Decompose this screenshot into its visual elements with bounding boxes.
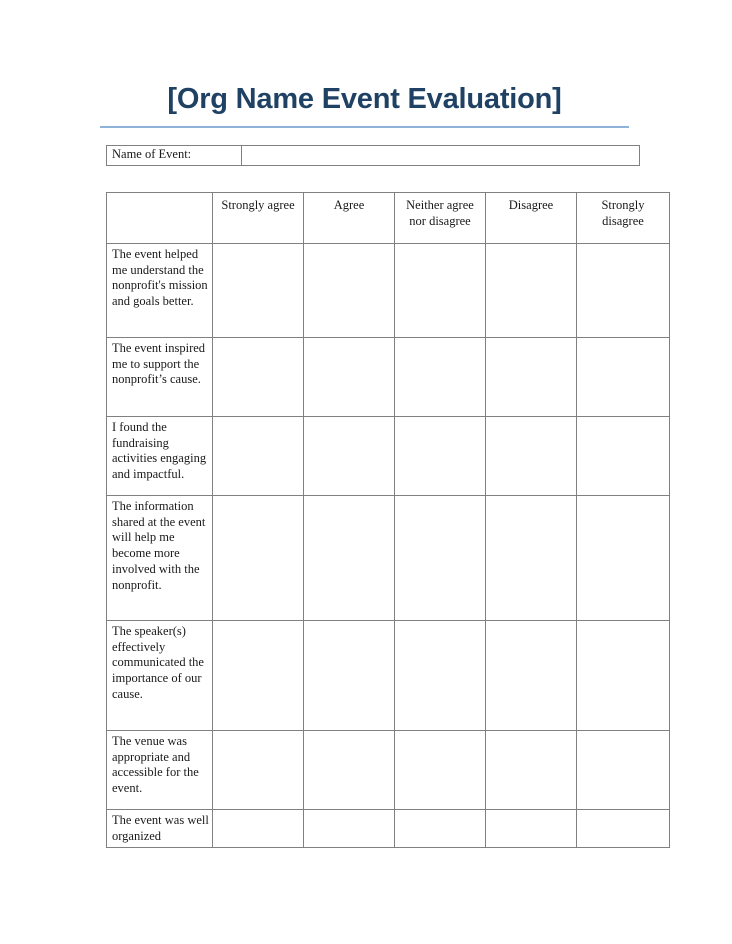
answer-cell-agree[interactable] [304, 496, 395, 621]
statement-text: The event was well organized [107, 810, 213, 848]
table-row [107, 810, 670, 848]
answer-cell-strongly-disagree[interactable] [577, 244, 670, 338]
statement-text: The speaker(s) effectively communicated the importance of our cause. [107, 621, 213, 731]
header-agree: Agree [304, 193, 395, 244]
statement-text: The venue was appropriate and accessible for the event. [107, 731, 213, 810]
answer-cell-neither[interactable] [395, 731, 486, 810]
table-row [107, 244, 670, 338]
answer-cell-strongly-agree[interactable] [213, 417, 304, 496]
header-strongly-disagree: Strongly disagree [577, 193, 670, 244]
answer-cell-disagree[interactable] [486, 810, 577, 848]
table-row [107, 146, 640, 166]
answer-cell-disagree[interactable] [486, 417, 577, 496]
answer-cell-disagree[interactable] [486, 731, 577, 810]
answer-cell-agree[interactable] [304, 417, 395, 496]
statement-text: The event inspired me to support the nonprofit’s cause. [107, 338, 213, 417]
header-strongly-agree: Strongly agree [213, 193, 304, 244]
answer-cell-disagree[interactable] [486, 244, 577, 338]
statement-text: The information shared at the event will help me become more involved with the nonprofit. [107, 496, 213, 621]
answer-cell-disagree[interactable] [486, 338, 577, 417]
header-neither-agree-nor-disagree: Neither agree nor disagree [395, 193, 486, 244]
table-row [107, 338, 670, 417]
statement-text: The event helped me understand the nonprofit's mission and goals better. [107, 244, 213, 338]
answer-cell-agree[interactable] [304, 338, 395, 417]
table-row [107, 621, 670, 731]
header-disagree: Disagree [486, 193, 577, 244]
answer-cell-strongly-disagree[interactable] [577, 417, 670, 496]
answer-cell-strongly-disagree[interactable] [577, 496, 670, 621]
header-statement [107, 193, 213, 244]
answer-cell-neither[interactable] [395, 338, 486, 417]
survey-header-row [107, 193, 670, 244]
answer-cell-strongly-agree[interactable] [213, 810, 304, 848]
table-row [107, 496, 670, 621]
answer-cell-strongly-agree[interactable] [213, 621, 304, 731]
answer-cell-neither[interactable] [395, 244, 486, 338]
answer-cell-neither[interactable] [395, 417, 486, 496]
answer-cell-neither[interactable] [395, 810, 486, 848]
event-name-label: Name of Event: [107, 146, 242, 166]
answer-cell-agree[interactable] [304, 810, 395, 848]
answer-cell-agree[interactable] [304, 731, 395, 810]
answer-cell-agree[interactable] [304, 621, 395, 731]
statement-text: I found the fundraising activities engaging and impactful. [107, 417, 213, 496]
event-name-table [106, 145, 640, 166]
answer-cell-strongly-agree[interactable] [213, 496, 304, 621]
answer-cell-disagree[interactable] [486, 496, 577, 621]
answer-cell-disagree[interactable] [486, 621, 577, 731]
page-title: [Org Name Event Evaluation] [167, 83, 562, 115]
event-name-input[interactable] [242, 146, 640, 166]
answer-cell-strongly-disagree[interactable] [577, 338, 670, 417]
table-row [107, 417, 670, 496]
title-divider [100, 126, 629, 128]
table-row [107, 731, 670, 810]
answer-cell-agree[interactable] [304, 244, 395, 338]
answer-cell-neither[interactable] [395, 621, 486, 731]
answer-cell-neither[interactable] [395, 496, 486, 621]
answer-cell-strongly-agree[interactable] [213, 244, 304, 338]
answer-cell-strongly-agree[interactable] [213, 731, 304, 810]
answer-cell-strongly-disagree[interactable] [577, 810, 670, 848]
answer-cell-strongly-agree[interactable] [213, 338, 304, 417]
answer-cell-strongly-disagree[interactable] [577, 621, 670, 731]
answer-cell-strongly-disagree[interactable] [577, 731, 670, 810]
survey-table [106, 192, 670, 848]
